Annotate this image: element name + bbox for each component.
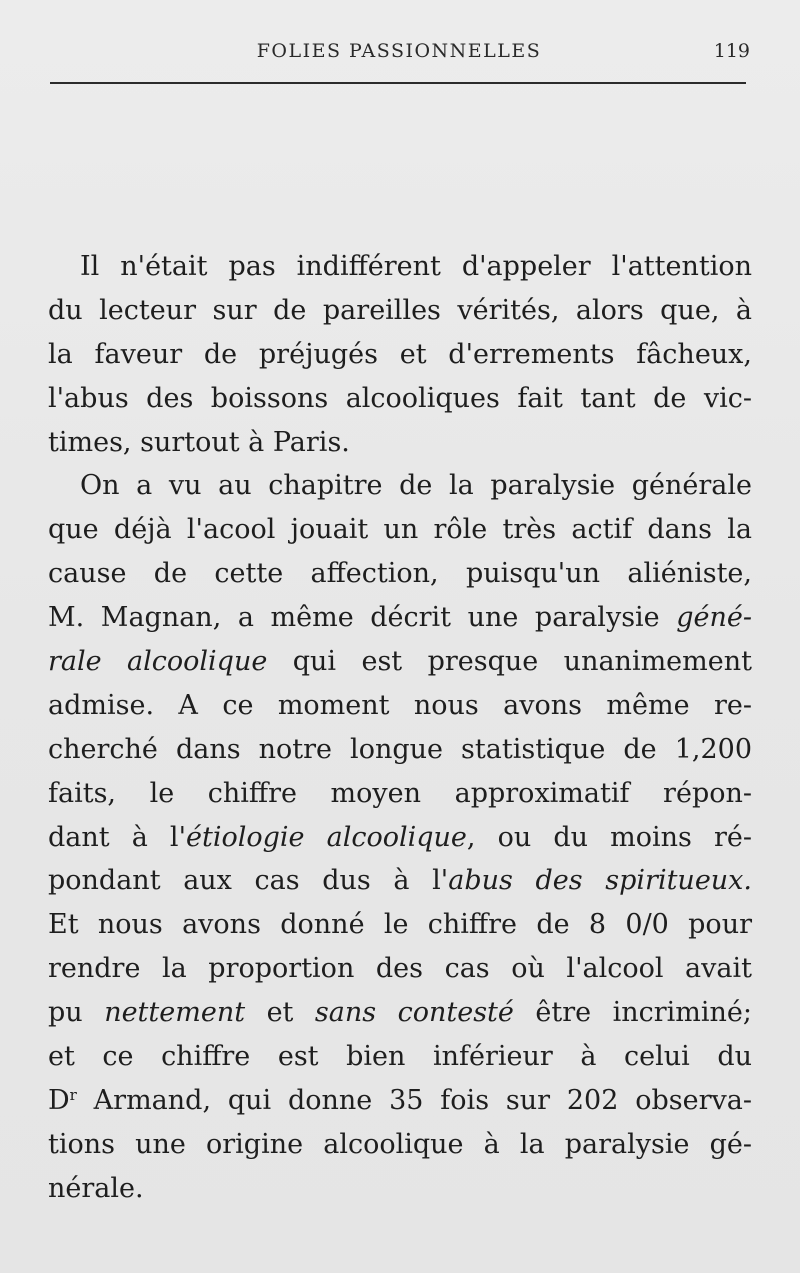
text-line xyxy=(48,1035,752,1079)
text-line xyxy=(48,1123,752,1167)
text-span: tions une origine alcoolique à la paralysie gé- xyxy=(48,1128,752,1160)
text-span: M. Magnan, a même décrit une paralysie xyxy=(48,602,677,634)
running-header xyxy=(48,40,750,70)
text-span: Armand, qui donne 35 fois sur 202 observa- xyxy=(76,1084,752,1116)
text-span: times, surtout à Paris. xyxy=(48,426,350,458)
text-span: et xyxy=(245,997,315,1029)
text-span: dant à l' xyxy=(48,821,186,853)
text-span: la faveur de préjugés et d'errements fâcheux, xyxy=(48,338,752,370)
text-line xyxy=(48,289,752,333)
header-rule xyxy=(50,82,746,84)
italic-span: rale alcoolique xyxy=(48,646,268,678)
text-span: nérale. xyxy=(48,1172,144,1204)
text-span: D xyxy=(48,1084,70,1116)
text-span: l'abus des boissons alcooliques fait tant de vic- xyxy=(48,382,752,414)
text-span: et ce chiffre est bien inférieur à celui du xyxy=(48,1041,752,1073)
text-span: Et nous avons donné le chiffre de 8 0/0 pour xyxy=(48,909,752,941)
text-span: Il n'était pas indifférent d'appeler l'attention xyxy=(80,251,752,282)
text-line xyxy=(48,684,752,728)
text-span: rendre la proportion des cas où l'alcool avait xyxy=(48,953,752,985)
text-line xyxy=(48,772,752,816)
text-span: admise. A ce moment nous avons même re- xyxy=(48,689,752,721)
text-line xyxy=(48,947,752,991)
italic-span: étiologie alcoolique xyxy=(186,821,467,853)
text-line xyxy=(48,596,752,640)
italic-span: sans contesté xyxy=(314,997,514,1029)
text-line xyxy=(48,464,752,508)
text-span: cherché dans notre longue statistique de 1,200 xyxy=(48,733,752,765)
text-span: faits, le chiffre moyen approximatif répon- xyxy=(48,777,752,809)
text-line xyxy=(48,1079,752,1123)
text-line xyxy=(48,859,752,903)
text-span: être incriminé; xyxy=(513,997,752,1029)
text-span: du lecteur sur de pareilles vérités, alors que, à xyxy=(48,294,752,326)
italic-span: nettement xyxy=(104,997,246,1029)
text-span: qui est presque unanimement xyxy=(267,646,752,678)
text-span: , ou du moins ré- xyxy=(466,821,752,853)
text-line xyxy=(48,421,752,465)
text-line xyxy=(48,640,752,684)
text-line xyxy=(48,816,752,860)
text-line xyxy=(48,991,752,1035)
italic-span: abus des spiritueux. xyxy=(448,865,752,897)
text-line xyxy=(48,1167,752,1211)
superscript: r xyxy=(69,1085,77,1104)
text-span: cause de cette affection, puisqu'un aliéniste, xyxy=(48,558,752,590)
text-line xyxy=(48,903,752,947)
text-line xyxy=(48,333,752,377)
running-title: FOLIES PASSIONNELLES xyxy=(256,40,542,62)
text-line xyxy=(48,245,752,289)
text-span: pondant aux cas dus à l' xyxy=(48,865,449,897)
text-line xyxy=(48,508,752,552)
text-span: que déjà l'acool jouait un rôle très actif dans la xyxy=(48,514,752,546)
page-number: 119 xyxy=(713,40,750,62)
text-line xyxy=(48,552,752,596)
body-text xyxy=(48,245,752,1211)
text-span: pu xyxy=(48,997,105,1029)
text-line xyxy=(48,728,752,772)
text-line xyxy=(48,377,752,421)
text-span: On a vu au chapitre de la paralysie générale xyxy=(80,470,752,502)
italic-span: géné- xyxy=(676,602,752,634)
